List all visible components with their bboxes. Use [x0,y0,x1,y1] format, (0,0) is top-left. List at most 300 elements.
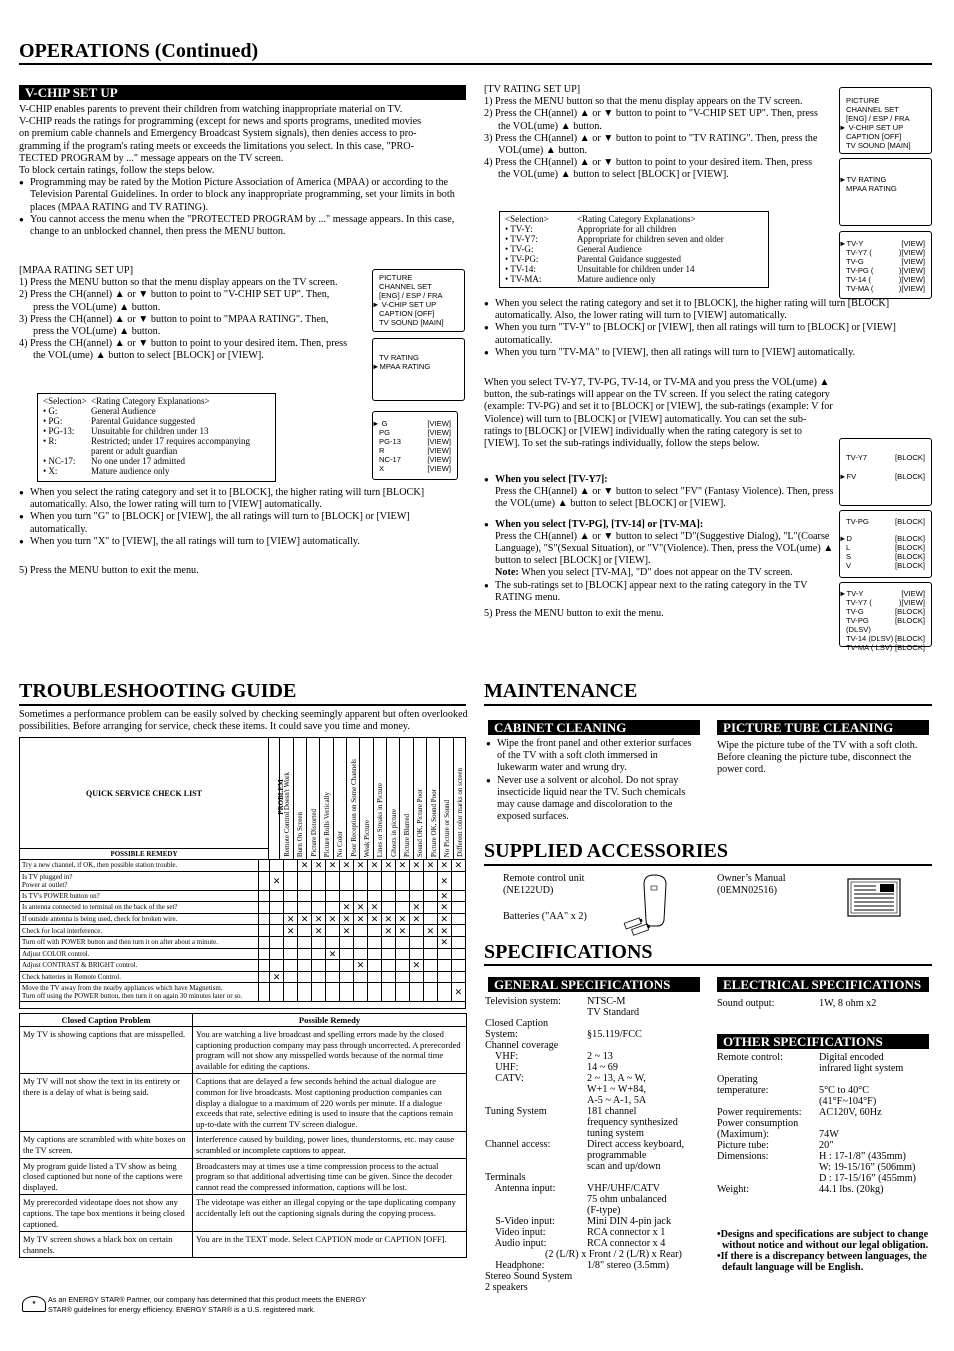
check-mark [437,983,451,1002]
check-mark [340,948,354,960]
vchip-intro-line: To block certain ratings, follow the steps below. [19,165,215,177]
check-mark: ✕ [381,913,395,925]
check-mark [312,948,326,960]
tv-menu-screen: PICTURE CHANNEL SET [ENG] / ESP / FRA ► V-CHIP SET UP CAPTION [OFF] TV SOUND [MAIN] [839,87,932,154]
check-mark [381,960,395,972]
check-mark [451,971,465,983]
list-item: 4) Press the CH(annel) ▲ or ▼ button to point to your desired item. Then, press the VOL(ume) ▲ button to select [BLOCK] or [VIEW]. [484,157,813,181]
table-row [20,913,466,925]
problem-label: Picture Rolls Vertically [322,791,331,857]
spec-value: 74W [819,1129,839,1140]
list-item: ● Programming may be rated by the Motion Picture Association of America (MPAA) or according to the Television Parental Guidelines. In order to block any inappropriate programming, set your limits in both places (MPAA RATING and TV RATING). [19,177,469,214]
check-mark [298,936,312,948]
spec-row [717,1107,932,1118]
quick-check-list [19,737,466,1009]
check-mark: ✕ [354,913,368,925]
problem-label: Picture Distorted [309,809,318,857]
table-cell: My captions are scrambled with white boxes on the TV screen. [20,1132,193,1158]
problem-column [346,738,359,859]
check-list-title: QUICK SERVICE CHECK LIST [86,788,202,798]
list-item: ● Never use a solvent or alcohol. Do not spray insecticide liquid near the TV. Such chemicals may cause damage and discoloration to the exposed surfaces. [486,775,701,824]
tvr-subrating [484,474,834,620]
spec-value: 181 channel frequency synthesized tuning system [587,1106,678,1139]
check-mark [381,890,395,902]
spec-value: 20" [819,1140,834,1151]
spec-label: Antenna input: [485,1183,556,1194]
spec-label: Operating temperature: [717,1074,769,1096]
check-mark [340,871,354,890]
spec-row [485,1183,710,1216]
tvr-paragraph: When you select TV-Y7, TV-PG, TV-14, or TV-MA and you press the VOL(ume) ▲ button, the sub-ratings will appear on the TV screen. If you select the rating category (example: TV-PG) and set it to [BLOCK] or [VIEW], the sub-ratings (example: V for Violence) will turn to [BLOCK] or [VIEW] automatically. You can set the sub-ratings to [BLOCK] or [VIEW] individually when the rating category is set to [VIEW]. To set the sub-ratings individually, follow the steps below. [484,377,833,450]
table-cell: You are watching a live broadcast and spelling errors made by the closed captioning production company may pass through uncorrected. A prerecorded program will not show any misspelled words because of the normal time available for editing the captions. [193,1027,467,1074]
tvr-section [484,84,824,182]
tvr-title: [TV RATING SET UP] [484,84,581,95]
spec-value: VHF/UHF/CATV 75 ohm unbalanced (F-type) [587,1183,667,1216]
check-mark: ✕ [409,902,423,914]
table-row [20,925,466,937]
check-mark: ✕ [312,925,326,937]
spec-label: Channel access: [485,1139,551,1150]
list-item: 2) Press the CH(annel) ▲ or ▼ button to point to "V-CHIP SET UP". Then, press the VOL(ume) ▲ button. [19,289,330,313]
check-mark [423,971,437,983]
problem-label: PROBLEM [277,779,285,815]
check-mark: ✕ [326,913,340,925]
spec-label: Terminals [485,1172,526,1183]
energy-star-note: As an ENERGY STAR® Partner, our company has determined that this product meets the ENERGY STAR® guidelines for energy efficiency. ENERGY STAR® is a U.S. registered mark. [48,1295,366,1314]
check-mark [298,948,312,960]
check-mark [284,948,298,960]
spec-value: 1W, 8 ohm x2 [819,998,877,1009]
tube-text: Wipe the picture tube of the TV with a soft cloth. Before cleaning the picture tube, disconnect the power cord. [717,740,918,776]
tvr-pg-title: When you select [TV-PG], [TV-14] or [TV-MA]: [495,518,704,530]
check-mark [395,971,409,983]
check-mark [423,936,437,948]
spec-row [717,1184,932,1195]
spec-label: Audio input: [485,1238,547,1249]
check-mark: ✕ [437,871,451,890]
check-mark [340,960,354,972]
problem-column [453,738,466,859]
problem-column [279,738,292,859]
spacer [259,902,270,914]
remote-label [503,873,585,897]
check-mark [312,971,326,983]
check-mark: ✕ [437,860,451,872]
check-mark [312,902,326,914]
mpaa-rating-screen: TV RATING ►MPAA RATING [372,338,465,401]
problem-label: No Picture or Sound [442,799,451,857]
problem-column [426,738,439,859]
spec-label: 2 speakers [485,1282,528,1293]
check-mark [368,890,382,902]
table-row [20,971,466,983]
spec-label: UHF: [485,1062,519,1073]
check-mark: ✕ [409,913,423,925]
check-mark [451,871,465,890]
list-item: ● Wipe the front panel and other exterior surfaces of the TV with a soft cloth immersed in lukewarm water and wrung dry. [486,738,701,775]
check-mark [395,948,409,960]
spec-row [485,1282,710,1293]
table-row [20,936,466,948]
list-item: 3) Press the CH(annel) ▲ or ▼ button to point to "MPAA RATING". Then, press the VOL(ume) ▲ button. [19,313,329,338]
check-mark: ✕ [340,902,354,914]
spec-row [717,1074,932,1107]
table-row: • TV-G: General Audience [505,244,642,254]
spec-value: H : 17-1/8” (435mm) W: 19-15/16” (506mm) D : 17-15/16” (455mm) [819,1151,917,1184]
spec-row [485,1106,710,1139]
problem-column [373,738,386,859]
spec-value: Digital encoded infrared light system [819,1052,904,1074]
spec-value: §15.119/FCC [587,1029,642,1040]
problem-columns [268,738,466,859]
cabinet-text [486,738,701,823]
list-item: ● When you select the rating category and set it to [BLOCK], the higher rating will turn [BLOCK] automatically. Also, the lower rating will turn to [VIEW] automatically. [484,298,932,322]
check-mark [298,925,312,937]
check-mark: ✕ [298,860,312,872]
check-mark [326,871,340,890]
check-mark [423,871,437,890]
check-mark [381,971,395,983]
check-mark [270,860,284,872]
check-mark [354,925,368,937]
check-mark [409,971,423,983]
check-mark: ✕ [354,860,368,872]
check-mark [326,971,340,983]
remedy-text: Adjust COLOR control. [20,948,259,960]
check-mark: ✕ [298,913,312,925]
check-mark [326,936,340,948]
manual-label [717,873,786,897]
table-header: <Selection> [43,396,87,406]
maint-rule [484,704,932,706]
maint-title: MAINTENANCE [484,680,638,702]
check-mark [284,936,298,948]
check-mark: ✕ [354,902,368,914]
tv-list-screen: ►TV-Y [VIEW] TV-Y7 ( )[VIEW] TV-G [VIEW] TV-PG ( )[VIEW] TV-14 ( )[VIEW] TV-MA ( )[VIEW] [839,231,932,299]
table-row [20,871,466,890]
manual-icon [846,876,904,918]
table-header: Closed Caption Problem [20,1014,193,1027]
table-row [20,902,466,914]
spec-value: 14 ~ 69 [587,1062,618,1073]
check-mark [409,936,423,948]
problem-column [359,738,372,859]
table-row [20,1132,467,1158]
check-mark [368,983,382,1002]
tvr-y7-text: Press the CH(annel) ▲ or ▼ button to select "FV" (Fantasy Violence). Then, press the VOL(ume) ▲ button to select [BLOCK] or [VIEW]. [495,486,834,510]
spec-label: Tuning System [485,1106,547,1117]
list-item: ● When you turn "TV-MA" to [VIEW], then all ratings will turn to [VIEW] automatically. [484,347,932,359]
check-mark [451,925,465,937]
table-cell: Interference caused by building, power lines, thunderstorms, etc. may cause scrambled or incomplete captions to appear. [193,1132,467,1158]
spec-value: RCA connector x 1 [587,1227,666,1238]
remedy-text: Adjust CONTRAST & BRIGHT control. [20,960,259,972]
list-item: ● When you select the rating category and set it to [BLOCK], the higher rating will turn [BLOCK] automatically. Also, the lower rating will turn to [VIEW] automatically. [19,487,466,511]
check-mark [298,871,312,890]
tvr-y7-title: When you select [TV-Y7]: [495,474,608,485]
spec-label: Channel coverage [485,1040,559,1051]
table-cell: My TV screen shows a black box on certain channels. [20,1232,193,1258]
mpaa-notes [19,487,466,577]
check-mark [395,960,409,972]
problem-column [439,738,452,859]
general-spec-title: GENERAL SPECIFICATIONS [488,977,700,992]
spec-row [485,1260,710,1271]
check-mark [409,871,423,890]
problem-label: Lines or Streaks in Picture [376,782,385,857]
closed-caption-table [19,1013,467,1258]
check-mark [284,983,298,1002]
spec-value: 2 ~ 13, A ~ W, W+1 ~ W+84, A-5 ~ A-1, 5A [587,1073,647,1106]
table-row [20,890,466,902]
check-mark [451,913,465,925]
check-mark [451,936,465,948]
spec-value: 5°C to 40°C (41°F~104°F) [819,1085,877,1107]
table-row [20,983,466,1002]
check-mark: ✕ [409,960,423,972]
spec-row [485,1271,710,1282]
spec-value: 44.1 lbs. (20kg) [819,1184,884,1195]
table-cell: My TV is showing captions that are misspelled. [20,1027,193,1074]
spec-row [485,1139,710,1172]
other-spec-title: OTHER SPECIFICATIONS [717,1034,929,1049]
check-mark: ✕ [368,913,382,925]
check-mark [368,925,382,937]
check-mark: ✕ [437,925,451,937]
table-row: • TV-14: Unsuitable for children under 14 [505,264,695,274]
check-mark [298,960,312,972]
check-mark [368,971,382,983]
spec-label: Remote control: [717,1052,783,1063]
list-item: ● The sub-ratings set to [BLOCK] appear next to the rating category in the TV RATING menu. [484,580,834,604]
spec-row [717,1140,932,1151]
spec-note: •Designs and specifications are subject to change without notice and without our legal obligation. [717,1229,929,1251]
table-row [20,948,466,960]
mpaa-section [19,265,349,363]
check-mark: ✕ [451,860,465,872]
tv-rating-screen: ►TV RATING MPAA RATING [839,158,932,226]
acc-title: SUPPLIED ACCESSORIES [484,840,728,862]
check-mark [395,936,409,948]
check-mark: ✕ [423,860,437,872]
check-mark [451,960,465,972]
check-mark [423,960,437,972]
check-mark [326,925,340,937]
spec-row [485,1051,710,1062]
check-mark [326,960,340,972]
spec-value: Mini DIN 4-pin jack [587,1216,672,1227]
spec-label: Closed Caption System: [485,1018,549,1040]
table-row [20,1232,467,1258]
spec-row [717,1052,932,1074]
energy-star-logo: ★ [22,1296,46,1312]
trouble-intro: Sometimes a performance problem can be easily solved by checking seemingly apparent but often overlooked possibilities. Before arranging for service, check these items. It could save you time and money. [19,709,468,733]
table-row [20,1027,467,1074]
problem-label: Different color marks on screen [456,768,465,857]
check-mark [395,983,409,1002]
vchip-intro-line: on premium cable channels and Emergency Broadcast System signals), then denies access to pro- [19,128,417,140]
spec-row [485,1040,710,1051]
check-mark: ✕ [326,948,340,960]
remedy-text: Check for local interference. [20,925,259,937]
check-mark [437,960,451,972]
spec-value: RCA connector x 4 [587,1238,666,1249]
electrical-spec-title: ELECTRICAL SPECIFICATIONS [717,977,929,992]
check-mark: ✕ [423,925,437,937]
trouble-rule [19,704,466,706]
tvr-notes [484,298,932,359]
check-mark [270,925,284,937]
check-mark [284,860,298,872]
check-mark [284,890,298,902]
note-text: When you select [TV-MA], "D" does not appear on the TV screen. [518,567,793,579]
remedy-label: POSSIBLE REMEDY [20,848,268,860]
spec-label: Power requirements: [717,1107,802,1118]
problem-column [306,738,319,859]
spacer [259,936,270,948]
spec-value: 1/8" stereo (3.5mm) [587,1260,669,1271]
check-mark [381,936,395,948]
table-cell: My prerecorded videotape does not show any captions. The tape box mentions it being closed captioned. [20,1195,193,1232]
table-row [20,1074,467,1132]
remedy-text: Is TV's POWER button on? [20,890,259,902]
electrical-spec-list [717,998,932,1009]
check-mark [270,983,284,1002]
check-mark [395,890,409,902]
check-mark [437,948,451,960]
trouble-title: TROUBLESHOOTING GUIDE [19,680,297,702]
spacer [259,860,270,872]
page-title: OPERATIONS (Continued) [19,40,259,62]
problem-column [413,738,426,859]
check-mark: ✕ [312,913,326,925]
acc-rule [484,864,932,866]
check-mark [312,936,326,948]
mpaa-title: [MPAA RATING SET UP] [19,265,134,276]
tv-rating-table [499,211,769,288]
check-mark [284,971,298,983]
check-mark [409,948,423,960]
check-mark: ✕ [381,925,395,937]
check-mark [298,890,312,902]
check-mark: ✕ [395,860,409,872]
tube-title: PICTURE TUBE CLEANING [717,720,929,735]
remote-code: (NE122UD) [503,885,554,897]
table-cell: My TV will not show the text in its entirety or there is a delay of what is being said. [20,1074,193,1132]
table-header: <Selection> [505,214,549,224]
check-mark: ✕ [284,913,298,925]
check-mark [423,913,437,925]
remedy-text: Move the TV away from the nearby appliances which have Magnetism. Turn off using the POWER button, then turn it on again 30 minutes later or so. [20,983,259,1002]
check-mark: ✕ [368,902,382,914]
note-label: Note: [495,567,519,579]
batteries-label: Batteries ("AA" x 2) [503,911,587,922]
check-mark [409,890,423,902]
spec-title: SPECIFICATIONS [484,941,653,963]
table-row: • X: Mature audience only [43,466,170,476]
spacer [259,948,270,960]
check-mark: ✕ [381,860,395,872]
table-header: <Rating Category Explanations> [91,396,210,406]
check-mark [381,983,395,1002]
spacer [259,983,270,1002]
check-mark: ✕ [326,860,340,872]
tvr-pg-text: Press the CH(annel) ▲ or ▼ button to select "D"(Suggestive Dialog), "L"(Coarse Language), "S"(Sexual Situation), or "V"(Violence). Then, press the VOL(ume) ▲ button to select [BLOCK] or [VIEW]. [495,530,834,567]
tv-result-screen: ►TV-Y [VIEW] TV-Y7 ( )[VIEW] TV-G [BLOCK] TV-PG (DLSV) [BLOCK] TV-14 (DLSV) [BLOCK] TV-MA ( LSV) [BLOCK] [839,582,932,647]
remedy-table [19,859,466,1002]
table-row: • G: General Audience [43,406,156,416]
check-mark [340,936,354,948]
spec-row [717,1151,932,1184]
check-mark [409,925,423,937]
mpaa-rating-table [37,393,276,482]
check-mark [423,890,437,902]
remedy-text: Try a new channel, if OK, then possible station trouble. [20,860,259,872]
check-mark [451,948,465,960]
table-row [20,1195,467,1232]
check-mark [298,971,312,983]
check-mark: ✕ [395,925,409,937]
check-mark [270,890,284,902]
table-row: • NC-17: No one under 17 admitted [43,456,185,466]
check-mark [451,890,465,902]
vchip-intro-line: TECTED PROGRAM by ..." message appears on the TV screen. [19,152,284,164]
check-mark [437,971,451,983]
check-mark [312,871,326,890]
mpaa-menu-screen: PICTURE CHANNEL SET [ENG] / ESP / FRA ► V-CHIP SET UP CAPTION [OFF] TV SOUND [MAIN] [372,269,465,332]
general-spec-list [485,996,710,1293]
check-mark: ✕ [354,960,368,972]
spacer [259,871,270,890]
problem-label: Burn On Screen [296,811,305,857]
spacer [259,925,270,937]
check-mark [326,890,340,902]
spec-notes [717,1229,937,1273]
check-mark [284,902,298,914]
spec-value: AC120V, 60Hz [819,1107,882,1118]
spacer [259,971,270,983]
tvr-step5: 5) Press the MENU button to exit the menu. [484,608,664,620]
spec-label: S-Video input: [485,1216,555,1227]
check-mark [270,902,284,914]
table-row [20,860,466,872]
table-cell: The videotape was either an illegal copying or the tape duplicating company accidentally left out the captioning signals during the copying process. [193,1195,467,1232]
manual-code: (0EMN02516) [717,885,777,897]
header-rule [19,63,932,65]
table-cell: My program guide listed a TV show as being closed captioned but none of the captions were displayed. [20,1158,193,1195]
spec-label: Weight: [717,1184,749,1195]
remedy-text: Is TV plugged in? Power at outlet? [20,871,259,890]
vchip-intro-line: V-CHIP enables parents to prevent their children from watching inappropriate material on TV. [19,104,403,115]
spec-label: Picture tube: [717,1140,769,1151]
list-item: ● When you turn "X" to [VIEW], the all ratings will turn to [VIEW] automatically. [19,536,466,548]
table-row: • R: Restricted; under 17 requires accompanying parent or adult guardian [43,436,250,456]
check-mark [340,890,354,902]
check-mark: ✕ [451,983,465,1002]
check-mark: ✕ [270,871,284,890]
table-row [20,1158,467,1195]
check-mark [270,948,284,960]
manual-name: Owner’s Manual [717,873,786,884]
check-mark: ✕ [437,902,451,914]
check-mark [381,871,395,890]
list-item: ● When you turn "G" to [BLOCK] or [VIEW], the all ratings will turn to [BLOCK] or [VIEW] automatically. [19,511,466,535]
mpaa-list-screen: ► G [VIEW] PG [VIEW] PG-13 [VIEW] R [VIEW] NC-17 [VIEW] X [VIEW] [372,411,458,480]
spec-row [485,1172,710,1183]
table-cell: Broadcasters may at times use a time compression process to the actual program so that additional advertising time can be given. Since the decoder cannot read the compressed information, captions will be lost. [193,1158,467,1195]
spec-row [485,996,710,1018]
problem-label: No Color [336,830,345,857]
